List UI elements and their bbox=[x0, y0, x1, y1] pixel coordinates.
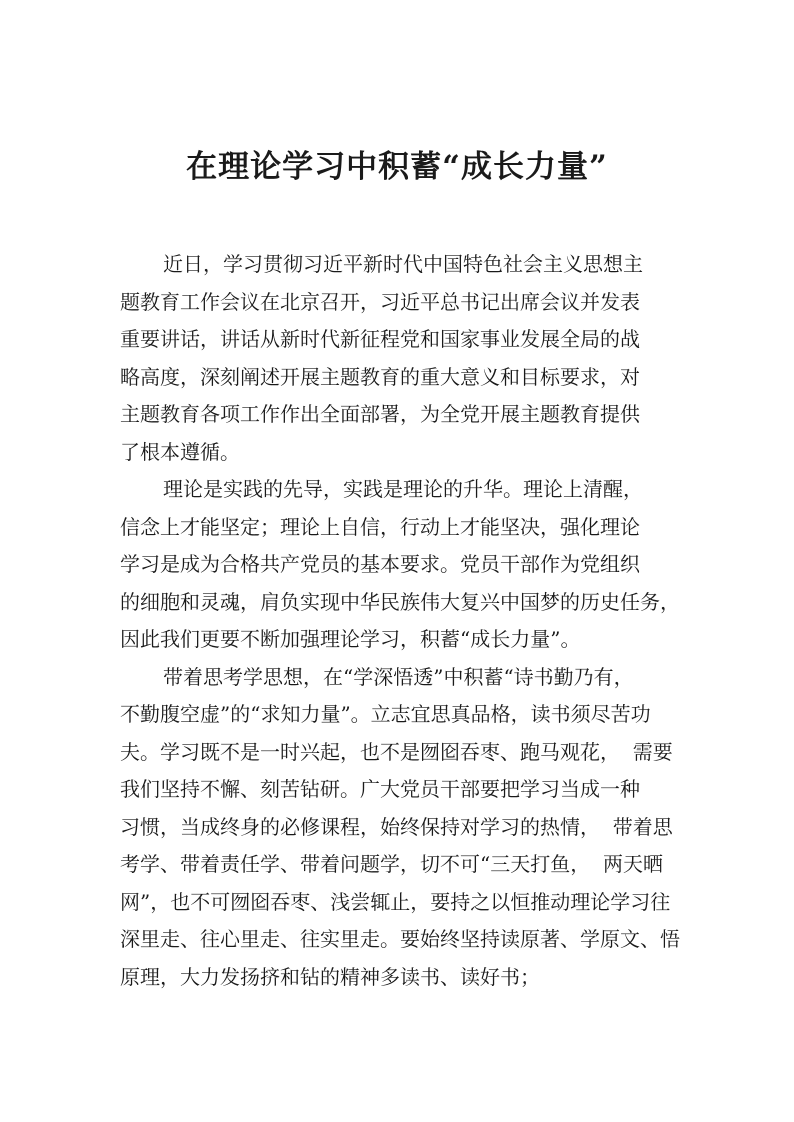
text-line: 重要讲话，讲话从新时代新征程党和国家事业发展全局的战 bbox=[120, 327, 640, 351]
text-line: 考学、带着责任学、带着问题学，切不可“三天打鱼， 两天晒 bbox=[120, 852, 663, 876]
text-line: 了根本遵循。 bbox=[120, 439, 240, 464]
text-line: 夫。学习既不是一时兴起，也不是囫囵吞枣、跑马观花， 需要 bbox=[120, 739, 673, 764]
text-line: 习惯，当成终身的必修课程，始终保持对学习的热情， 带着思 bbox=[120, 814, 673, 839]
text-line: 主题教育各项工作作出全面部署，为全党开展主题教育提供 bbox=[120, 402, 640, 426]
text-line: 题教育工作会议在北京召开，习近平总书记出席会议并发表 bbox=[120, 289, 640, 314]
text-line: 近日，学习贯彻习近平新时代中国特色社会主义思想主 bbox=[163, 252, 643, 276]
text-line: 网”，也不可囫囵吞枣、浅尝辄止，要持之以恒推动理论学习往 bbox=[120, 889, 671, 914]
text-line: 信念上才能坚定；理论上自信，行动上才能坚决，强化理论 bbox=[120, 514, 640, 539]
document-body bbox=[120, 246, 700, 996]
text-line: 深里走、往心里走、往实里走。要始终坚持读原著、学原文、悟 bbox=[120, 927, 680, 951]
text-line: 原理，大力发扬挤和钻的精神多读书、读好书； bbox=[120, 964, 540, 989]
text-line: 略高度，深刻阐述开展主题教育的重大意义和目标要求，对 bbox=[120, 364, 640, 389]
text-line: 的细胞和灵魂，肩负实现中华民族伟大复兴中国梦的历史任务， bbox=[120, 589, 680, 614]
text-line: 因此我们更要不断加强理论学习，积蓄“成长力量”。 bbox=[120, 627, 581, 651]
text-line: 带着思考学思想，在“学深悟透”中积蓄“诗书勤乃有， bbox=[163, 664, 634, 689]
text-line: 学习是成为合格共产党员的基本要求。党员干部作为党组织 bbox=[120, 552, 640, 576]
text-line: 我们坚持不懈、刻苦钻研。广大党员干部要把学习当成一种 bbox=[120, 777, 640, 801]
document-title: 在理论学习中积蓄“成长力量” bbox=[186, 149, 608, 185]
text-line: 理论是实践的先导，实践是理论的升华。理论上清醒， bbox=[163, 477, 643, 501]
text-line: 不勤腹空虚”的“求知力量”。立志宜思真品格，读书须尽苦功 bbox=[120, 702, 651, 726]
